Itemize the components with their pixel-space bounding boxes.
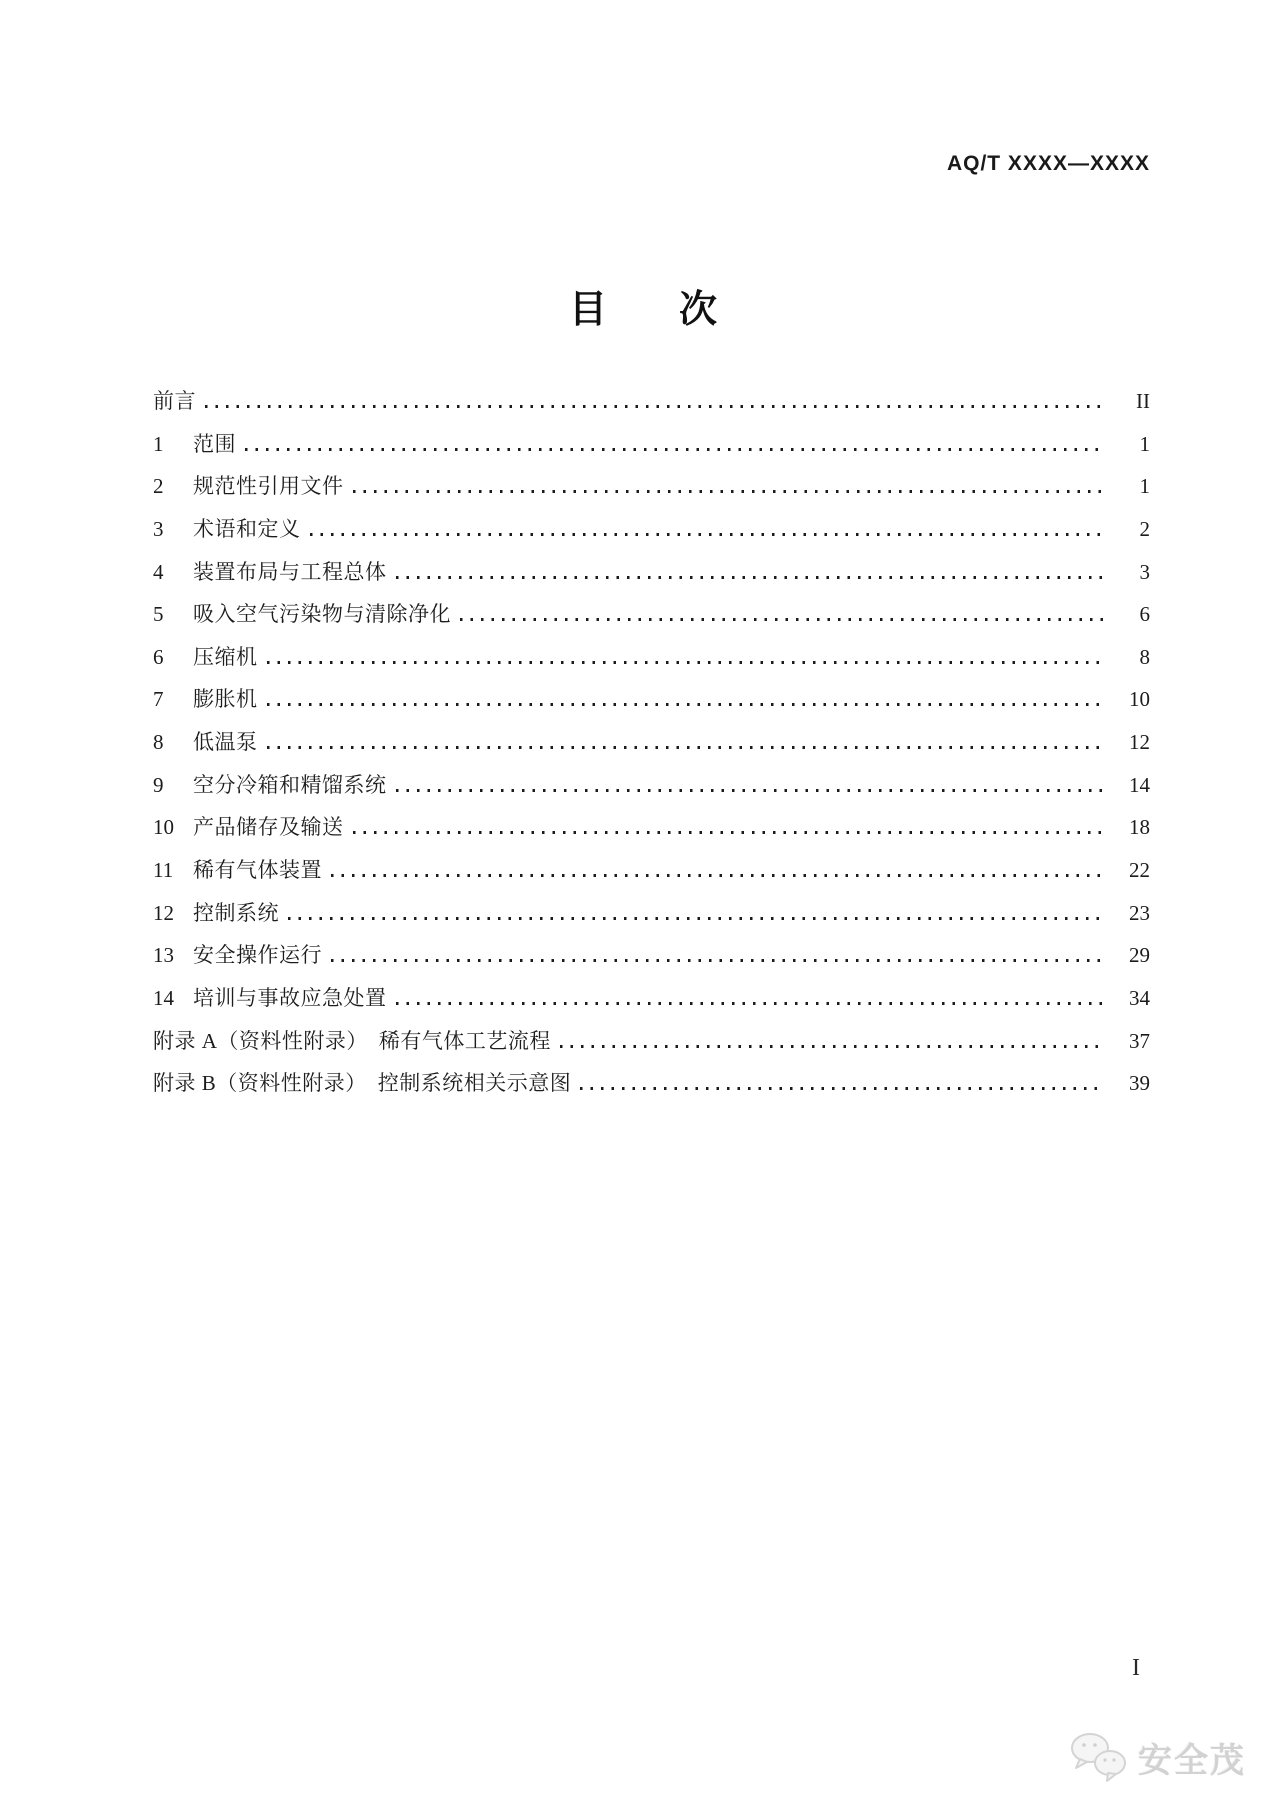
toc-entry: [153, 893, 1150, 936]
toc-entry-page: 1: [1139, 431, 1150, 456]
toc-entry-number: 6: [153, 644, 164, 669]
toc-entry-number: 3: [153, 516, 164, 541]
toc-entry: [153, 552, 1150, 595]
toc-entry-title: 空分冷箱和精馏系统: [193, 772, 387, 797]
toc-entry-page: 18: [1129, 815, 1150, 840]
toc-entry-page: 14: [1129, 772, 1150, 797]
toc-entry: [153, 765, 1150, 808]
toc-entry-number: 4: [153, 559, 164, 584]
toc-leader-dots: [396, 1002, 1105, 1005]
toc-entry-title: 附录 B（资料性附录） 控制系统相关示意图: [153, 1071, 572, 1096]
toc-entry: [153, 594, 1150, 637]
toc-entry-title: 压缩机: [193, 644, 258, 669]
toc-entry-number: 5: [153, 602, 164, 627]
chat-bubbles-icon: [1068, 1732, 1130, 1782]
toc-leader-dots: [205, 405, 1104, 408]
page-title: 目 次: [568, 289, 734, 331]
toc-leader-dots: [288, 917, 1104, 920]
toc-entry-number: 10: [153, 815, 174, 840]
toc-entry-title: 前言: [153, 389, 196, 413]
toc-leader-dots: [267, 661, 1105, 664]
toc-entry: [153, 424, 1150, 467]
toc-entry-title: 培训与事故应急处置: [193, 985, 387, 1010]
toc-leader-dots: [396, 789, 1105, 792]
toc-entry: [153, 1021, 1150, 1064]
footer-page-number: I: [1132, 1655, 1140, 1681]
toc-leader-dots: [267, 703, 1105, 706]
watermark-brand: 安全茂: [1138, 1741, 1246, 1780]
toc-leader-dots: [353, 490, 1105, 493]
toc-entry: [153, 1063, 1150, 1106]
toc-entry-title: 膨胀机: [193, 687, 258, 712]
toc-entry-page: 37: [1129, 1028, 1150, 1053]
toc-leader-dots: [245, 448, 1104, 451]
toc-entry: [153, 466, 1150, 509]
toc-leader-dots: [267, 746, 1105, 749]
toc-leader-dots: [460, 618, 1104, 621]
toc-entry-page: 10: [1129, 687, 1150, 712]
toc-leader-dots: [331, 874, 1104, 877]
toc-entry-page: 2: [1139, 516, 1150, 541]
toc-entry-page: 39: [1129, 1071, 1150, 1096]
toc-entry-number: 13: [153, 943, 174, 968]
toc-entry-number: 11: [153, 858, 174, 883]
toc-entry: [153, 381, 1150, 424]
toc-entry-page: 23: [1129, 900, 1150, 925]
toc-entry: [153, 935, 1150, 978]
toc-entry-title: 术语和定义: [193, 516, 301, 541]
toc-entry: [153, 850, 1150, 893]
toc-entry: [153, 509, 1150, 552]
toc-entry-title: 低温泵: [193, 730, 258, 755]
toc-entry-page: 34: [1129, 985, 1150, 1010]
toc-entry-title: 控制系统: [193, 900, 279, 925]
toc-entry-title: 装置布局与工程总体: [193, 559, 387, 584]
toc-leader-dots: [353, 831, 1105, 834]
toc-entry-page: 29: [1129, 943, 1150, 968]
toc-entry-title: 附录 A（资料性附录） 稀有气体工艺流程: [153, 1028, 551, 1053]
toc-entry-title: 范围: [193, 431, 236, 456]
toc-leader-dots: [580, 1087, 1104, 1090]
watermark: [1068, 1732, 1246, 1782]
toc-leader-dots: [331, 959, 1104, 962]
toc-entry-title: 产品储存及输送: [193, 815, 344, 840]
toc-list: [153, 381, 1150, 1106]
toc-entry-title: 安全操作运行: [193, 943, 322, 968]
toc-entry: [153, 679, 1150, 722]
toc-entry-title: 规范性引用文件: [193, 474, 344, 499]
toc-entry-number: 7: [153, 687, 164, 712]
toc-leader-dots: [396, 576, 1105, 579]
toc-entry-number: 8: [153, 730, 164, 755]
toc-entry-page: 6: [1139, 602, 1150, 627]
toc-entry-page: 8: [1139, 644, 1150, 669]
toc-entry-number: 1: [153, 431, 164, 456]
toc-entry: [153, 807, 1150, 850]
standard-code: AQ/T XXXX—XXXX: [946, 152, 1150, 175]
toc-entry-number: 2: [153, 474, 164, 499]
toc-entry-page: 3: [1139, 559, 1150, 584]
toc-entry-title: 稀有气体装置: [193, 858, 322, 883]
toc-entry-number: 9: [153, 772, 164, 797]
toc-leader-dots: [560, 1045, 1104, 1048]
toc-entry-number: 12: [153, 900, 174, 925]
toc-entry-page: 22: [1129, 858, 1150, 883]
toc-entry-page: 1: [1139, 474, 1150, 499]
toc-entry: [153, 637, 1150, 680]
toc-entry-number: 14: [153, 985, 174, 1010]
toc-entry-title: 吸入空气污染物与清除净化: [193, 602, 451, 627]
toc-entry: [153, 978, 1150, 1021]
toc-entry-page: 12: [1129, 730, 1150, 755]
toc-entry-page: II: [1136, 389, 1150, 413]
toc-leader-dots: [310, 533, 1105, 536]
toc-entry: [153, 722, 1150, 765]
